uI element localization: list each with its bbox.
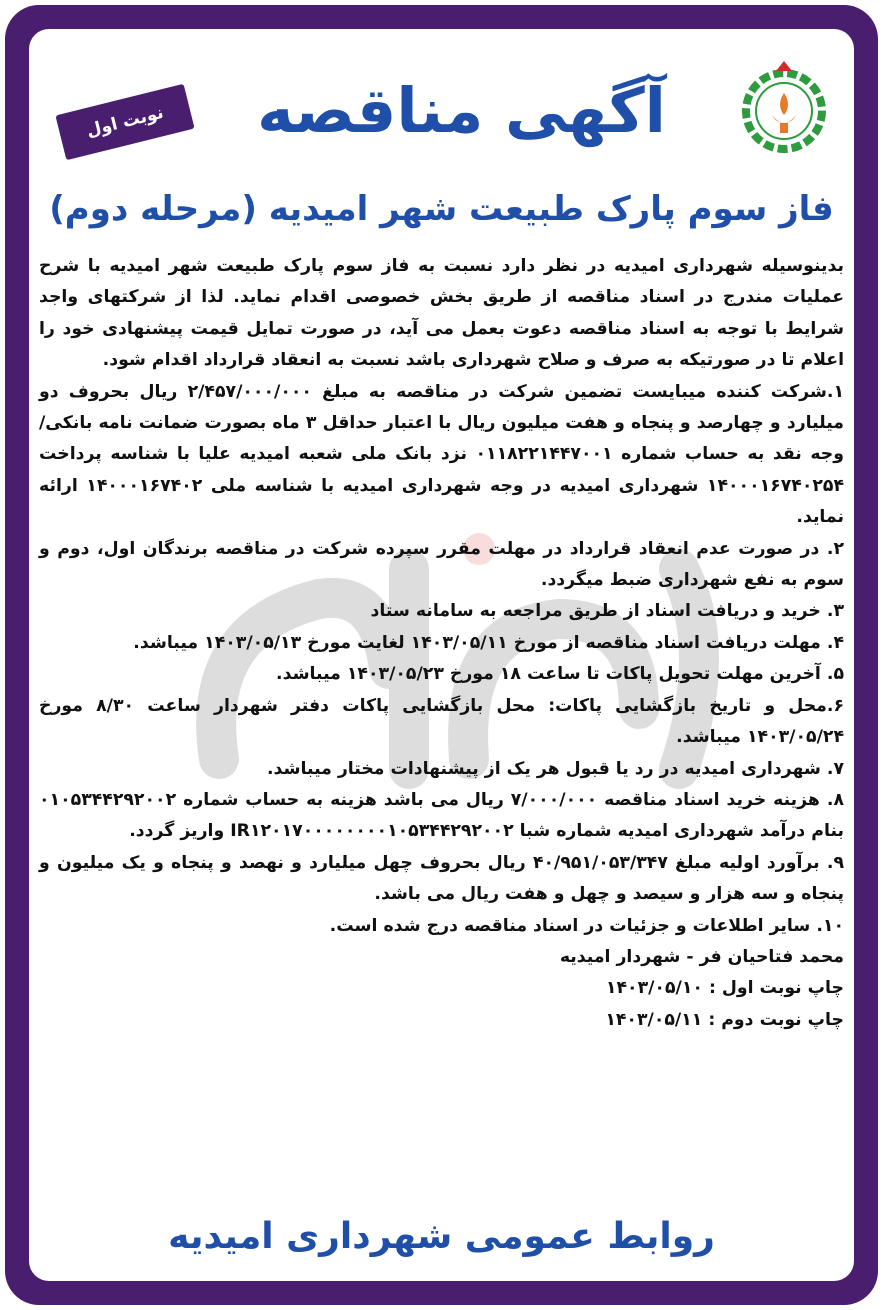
page-subtitle: فاز سوم پارک طبیعت شهر امیدیه (مرحله دوم)	[49, 189, 834, 229]
page-title: آگهی مناقصه	[257, 74, 666, 147]
notice-body	[39, 251, 844, 1036]
list-item: ۱۰. سایر اطلاعات و جزئیات در اسناد مناقصه درج شده است.	[329, 915, 844, 936]
notice-panel	[29, 29, 854, 1281]
list-item: ۳. خرید و دریافت اسناد از طریق مراجعه به سامانه ستاد	[370, 601, 844, 622]
list-item: ۵. آخرین مهلت تحویل پاکات تا ساعت ۱۸ مورخ ۱۴۰۳/۰۵/۲۳ میباشد.	[276, 664, 844, 685]
list-item: ۲. در صورت عدم انعقاد قرارداد در مهلت مقرر سپرده شرکت در مناقصه برندگان اول، دوم و سوم به نفع شهرداری ضبط میگردد.	[39, 538, 844, 591]
first-round-badge: نوبت اول	[55, 84, 194, 161]
intro-paragraph: بدینوسیله شهرداری امیدیه در نظر دارد نسبت به فاز سوم پارک طبیعت شهر امیدیه با شرح عملیات مندرج در اسناد مناقصه از طریق بخش خصوصی اقدام نماید. لذا از شرکتهای واجد شرایط با توجه به اسناد مناقصه دعوت بعمل می آید، در صورت تمایل قیمت پیشنهادی خود را اعلام تا در صورتیکه به صرف و صلاح شهرداری باشد نسبت به انعقاد قرارداد اقدام شود.	[39, 256, 844, 371]
public-relations-footer: روابط عمومی شهرداری امیدیه	[168, 1216, 715, 1257]
list-item: ۹. برآورد اولیه مبلغ ۴۰/۹۵۱/۰۵۳/۳۴۷ ریال بحروف چهل میلیارد و نهصد و پنجاه و یک میلیون و پنجاه و سه هزار و سیصد و چهل و هفت ریال می باشد.	[39, 852, 845, 905]
signature: محمد فتاحیان فر - شهردار امیدیه	[559, 946, 844, 967]
print-date-first: چاپ نوبت اول : ۱۴۰۳/۰۵/۱۰	[605, 978, 844, 999]
list-item: ۶.محل و تاریخ بازگشایی پاکات: محل بازگشایی پاکات دفتر شهردار ساعت ۸/۳۰ مورخ ۱۴۰۳/۰۵/۲۴ میباشد.	[39, 695, 844, 748]
list-item: ۱.شرکت کننده میبایست تضمین شرکت در مناقصه به مبلغ ۲/۴۵۷/۰۰۰/۰۰۰ ریال بحروف دو میلیارد و چهارصد و پنجاه و هفت میلیون ریال با اعتبار حداقل ۳ ماه بصورت ضمانت نامه بانکی/وجه نقد به حساب شماره ۰۱۱۸۲۲۱۴۴۷۰۰۱ نزد بانک ملی شعبه امیدیه علیا با شناسه پرداخت ۱۴۰۰۰۱۶۷۴۰۲۵۴ شهرداری امیدیه در وجه شهرداری امیدیه با شناسه ملی ۱۴۰۰۰۱۶۷۴۰۲ ارائه نماید.	[39, 381, 845, 528]
list-item: ۸. هزینه خرید اسناد مناقصه ۷/۰۰۰/۰۰۰ ریال می باشد هزینه به حساب شماره ۰۱۰۵۳۴۴۲۹۲۰۰۲ بنام درآمد شهرداری امیدیه شماره شبا IR۱۲۰۱۷۰۰۰۰۰۰۰۰۱۰۵۳۴۴۲۹۲۰۰۲ واریز گردد.	[39, 789, 844, 842]
page-frame	[5, 5, 878, 1305]
list-item: ۷. شهرداری امیدیه در رد یا قبول هر یک از پیشنهادات مختار میباشد.	[266, 758, 844, 779]
municipality-logo-icon	[736, 59, 832, 155]
list-item: ۴. مهلت دریافت اسناد مناقصه از مورخ ۱۴۰۳/۰۵/۱۱ لغایت مورخ ۱۴۰۳/۰۵/۱۳ میباشد.	[133, 632, 844, 653]
print-date-second: چاپ نوبت دوم : ۱۴۰۳/۰۵/۱۱	[605, 1009, 844, 1030]
